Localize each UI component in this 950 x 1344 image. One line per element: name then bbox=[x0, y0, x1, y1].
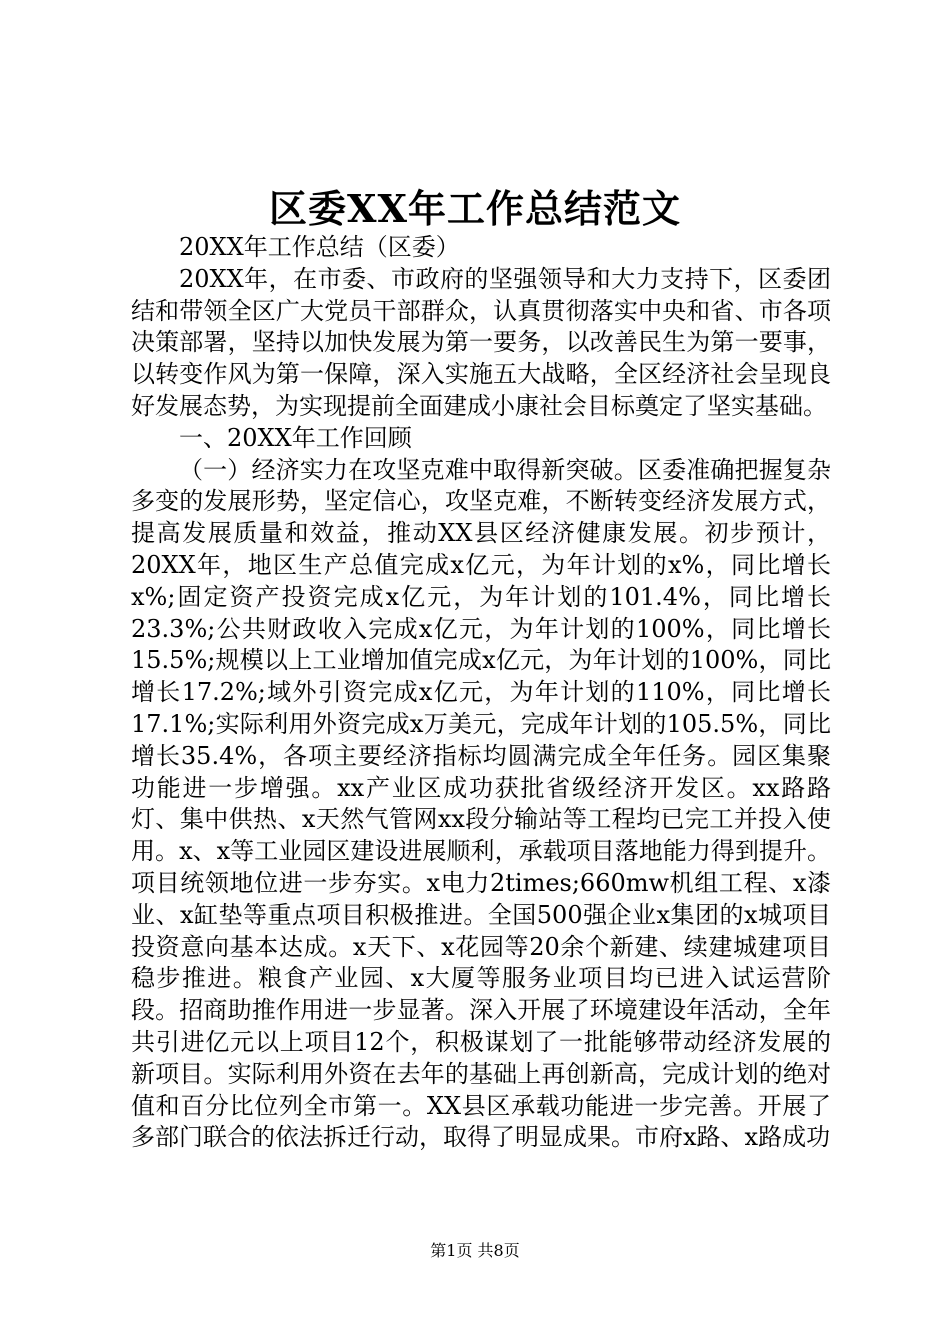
document-title: 区委XX年工作总结范文 bbox=[269, 186, 681, 231]
intro-paragraph: 20XX年，在市委、市政府的坚强领导和大力支持下，区委团结和带领全区广大党员干部群众，认真贯彻落实中央和省、市各项决策部署，坚持以加快发展为第一要务，以改善民生为第一要事，以转变作风为第一保障，深入实施五大战略，全区经济社会呈现良好发展态势，为实现提前全面建成小康社会目标奠定了坚实基础。 bbox=[131, 264, 831, 420]
body-paragraph: （一）经济实力在攻坚克难中取得新突破。区委准确把握复杂多变的发展形势，坚定信心，攻坚克难，不断转变经济发展方式，提高发展质量和效益，推动XX县区经济健康发展。初步预计，20XX年，地区生产总值完成x亿元，为年计划的x%，同比增长x%;固定资产投资完成x亿元，为年计划的101.4%，同比增长23.3%;公共财政收入完成x亿元，为年计划的100%，同比增长15.5%;规模以上工业增加值完成x亿元，为年计划的100%，同比增长17.2%;域外引资完成x亿元，为年计划的110%，同比增长17.1%;实际利用外资完成x万美元，完成年计划的105.5%，同比增长35.4%，各项主要经济指标均圆满完成全年任务。园区集聚功能进一步增强。xx产业区成功获批省级经济开发区。xx路路灯、集中供热、x天然气管网xx段分输站等工程均已完工并投入使用。x、x等工业园区建设进展顺利，承载项目落地能力得到提升。项目统领地位进一步夯实。x电力2times;660mw机组工程、x漆业、x缸垫等重点项目积极推进。全国500强企业x集团的x城项目投资意向基本达成。x天下、x花园等20余个新建、续建城建项目稳步推进。粮食产业园、x大厦等服务业项目均已进入试运营阶段。招商助推作用进一步显著。深入开展了环境建设年活动，全年共引进亿元以上项目12个，积极谋划了一批能够带动经济发展的新项目。实际利用外资在去年的基础上再创新高，完成计划的绝对值和百分比位列全市第一。XX县区承载功能进一步完善。开展了多部门联合的依法拆迁行动，取得了明显成果。市府x路、x路成功 bbox=[131, 455, 831, 1152]
document-body bbox=[131, 232, 831, 1154]
section-heading: 一、20XX年工作回顾 bbox=[179, 423, 412, 452]
page-number-footer: 第1页 共8页 bbox=[430, 1241, 520, 1260]
subtitle-paragraph: 20XX年工作总结（区委） bbox=[179, 233, 460, 261]
